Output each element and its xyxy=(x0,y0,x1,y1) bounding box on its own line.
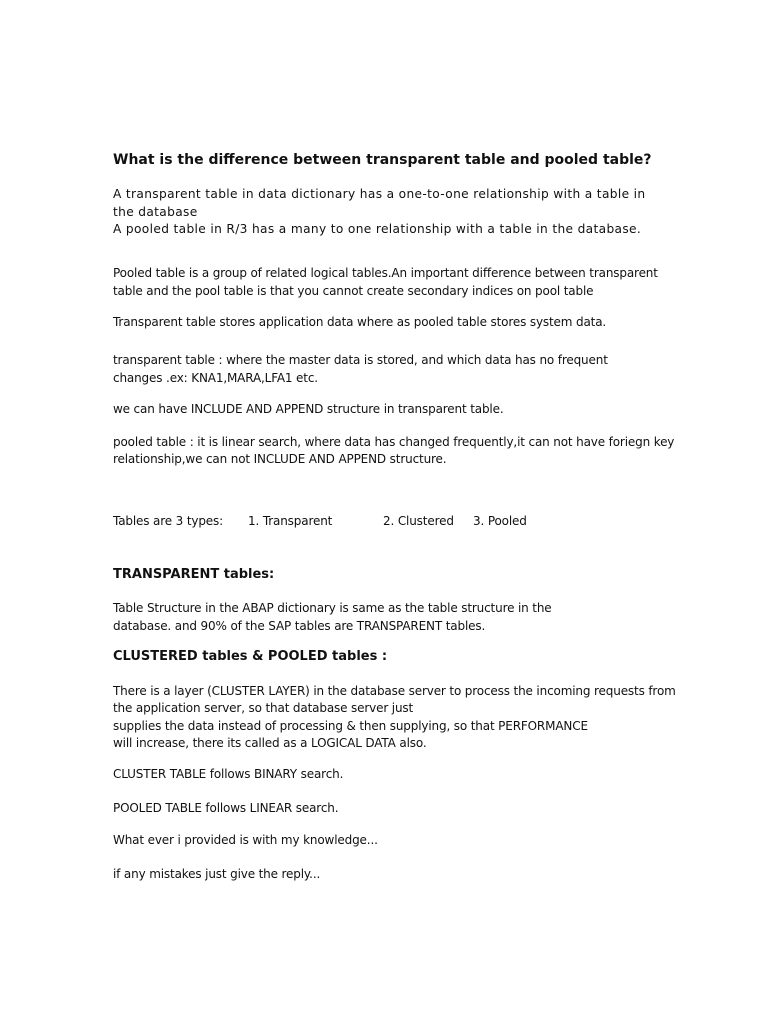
type-transparent: 1. Transparent xyxy=(248,514,333,528)
clustered-text-line-1: There is a layer (CLUSTER LAYER) in the database server to process the incoming requests from xyxy=(113,684,676,698)
knowledge-line: What ever i provided is with my knowledge... xyxy=(113,833,378,847)
transparent-def-line-2: changes .ex: KNA1,MARA,LFA1 etc. xyxy=(113,371,318,385)
pooled-search-line: POOLED TABLE follows LINEAR search. xyxy=(113,801,339,815)
type-pooled: 3. Pooled xyxy=(473,514,527,528)
intro-line-2: the database xyxy=(113,205,198,219)
include-line: we can have INCLUDE AND APPEND structure in transparent table. xyxy=(113,402,504,416)
pooled-desc-line-2: table and the pool table is that you cannot create secondary indices on pool table xyxy=(113,284,594,298)
cluster-search-line: CLUSTER TABLE follows BINARY search. xyxy=(113,767,344,781)
type-clustered: 2. Clustered xyxy=(383,514,454,528)
pooled-def-line-2: relationship,we can not INCLUDE AND APPEND structure. xyxy=(113,452,447,466)
clustered-text-line-4: will increase, there its called as a LOGICAL DATA also. xyxy=(113,736,427,750)
pooled-def-line-1: pooled table : it is linear search, where data has changed frequently,it can not have foriegn key xyxy=(113,435,675,449)
clustered-text-line-3: supplies the data instead of processing & then supplying, so that PERFORMANCE xyxy=(113,719,588,733)
intro-line-1: A transparent table in data dictionary has a one-to-one relationship with a table in xyxy=(113,187,646,201)
intro-line-3: A pooled table in R/3 has a many to one relationship with a table in the database. xyxy=(113,222,642,236)
types-label: Tables are 3 types: xyxy=(113,514,224,528)
transparent-def-line-1: transparent table : where the master data is stored, and which data has no frequent xyxy=(113,353,608,367)
transparent-text-line-2: database. and 90% of the SAP tables are TRANSPARENT tables. xyxy=(113,619,486,633)
stores-line: Transparent table stores application data where as pooled table stores system data. xyxy=(113,315,607,329)
transparent-heading: TRANSPARENT tables: xyxy=(113,567,275,582)
clustered-heading: CLUSTERED tables & POOLED tables : xyxy=(113,649,388,664)
clustered-text-line-2: the application server, so that database server just xyxy=(113,701,414,715)
table-types-row xyxy=(113,513,533,531)
transparent-text-line-1: Table Structure in the ABAP dictionary is same as the table structure in the xyxy=(113,601,552,615)
pooled-desc-line-1: Pooled table is a group of related logical tables.An important difference between transparent xyxy=(113,266,658,280)
question-title: What is the difference between transparent table and pooled table? xyxy=(113,152,652,168)
mistakes-line: if any mistakes just give the reply... xyxy=(113,867,321,881)
